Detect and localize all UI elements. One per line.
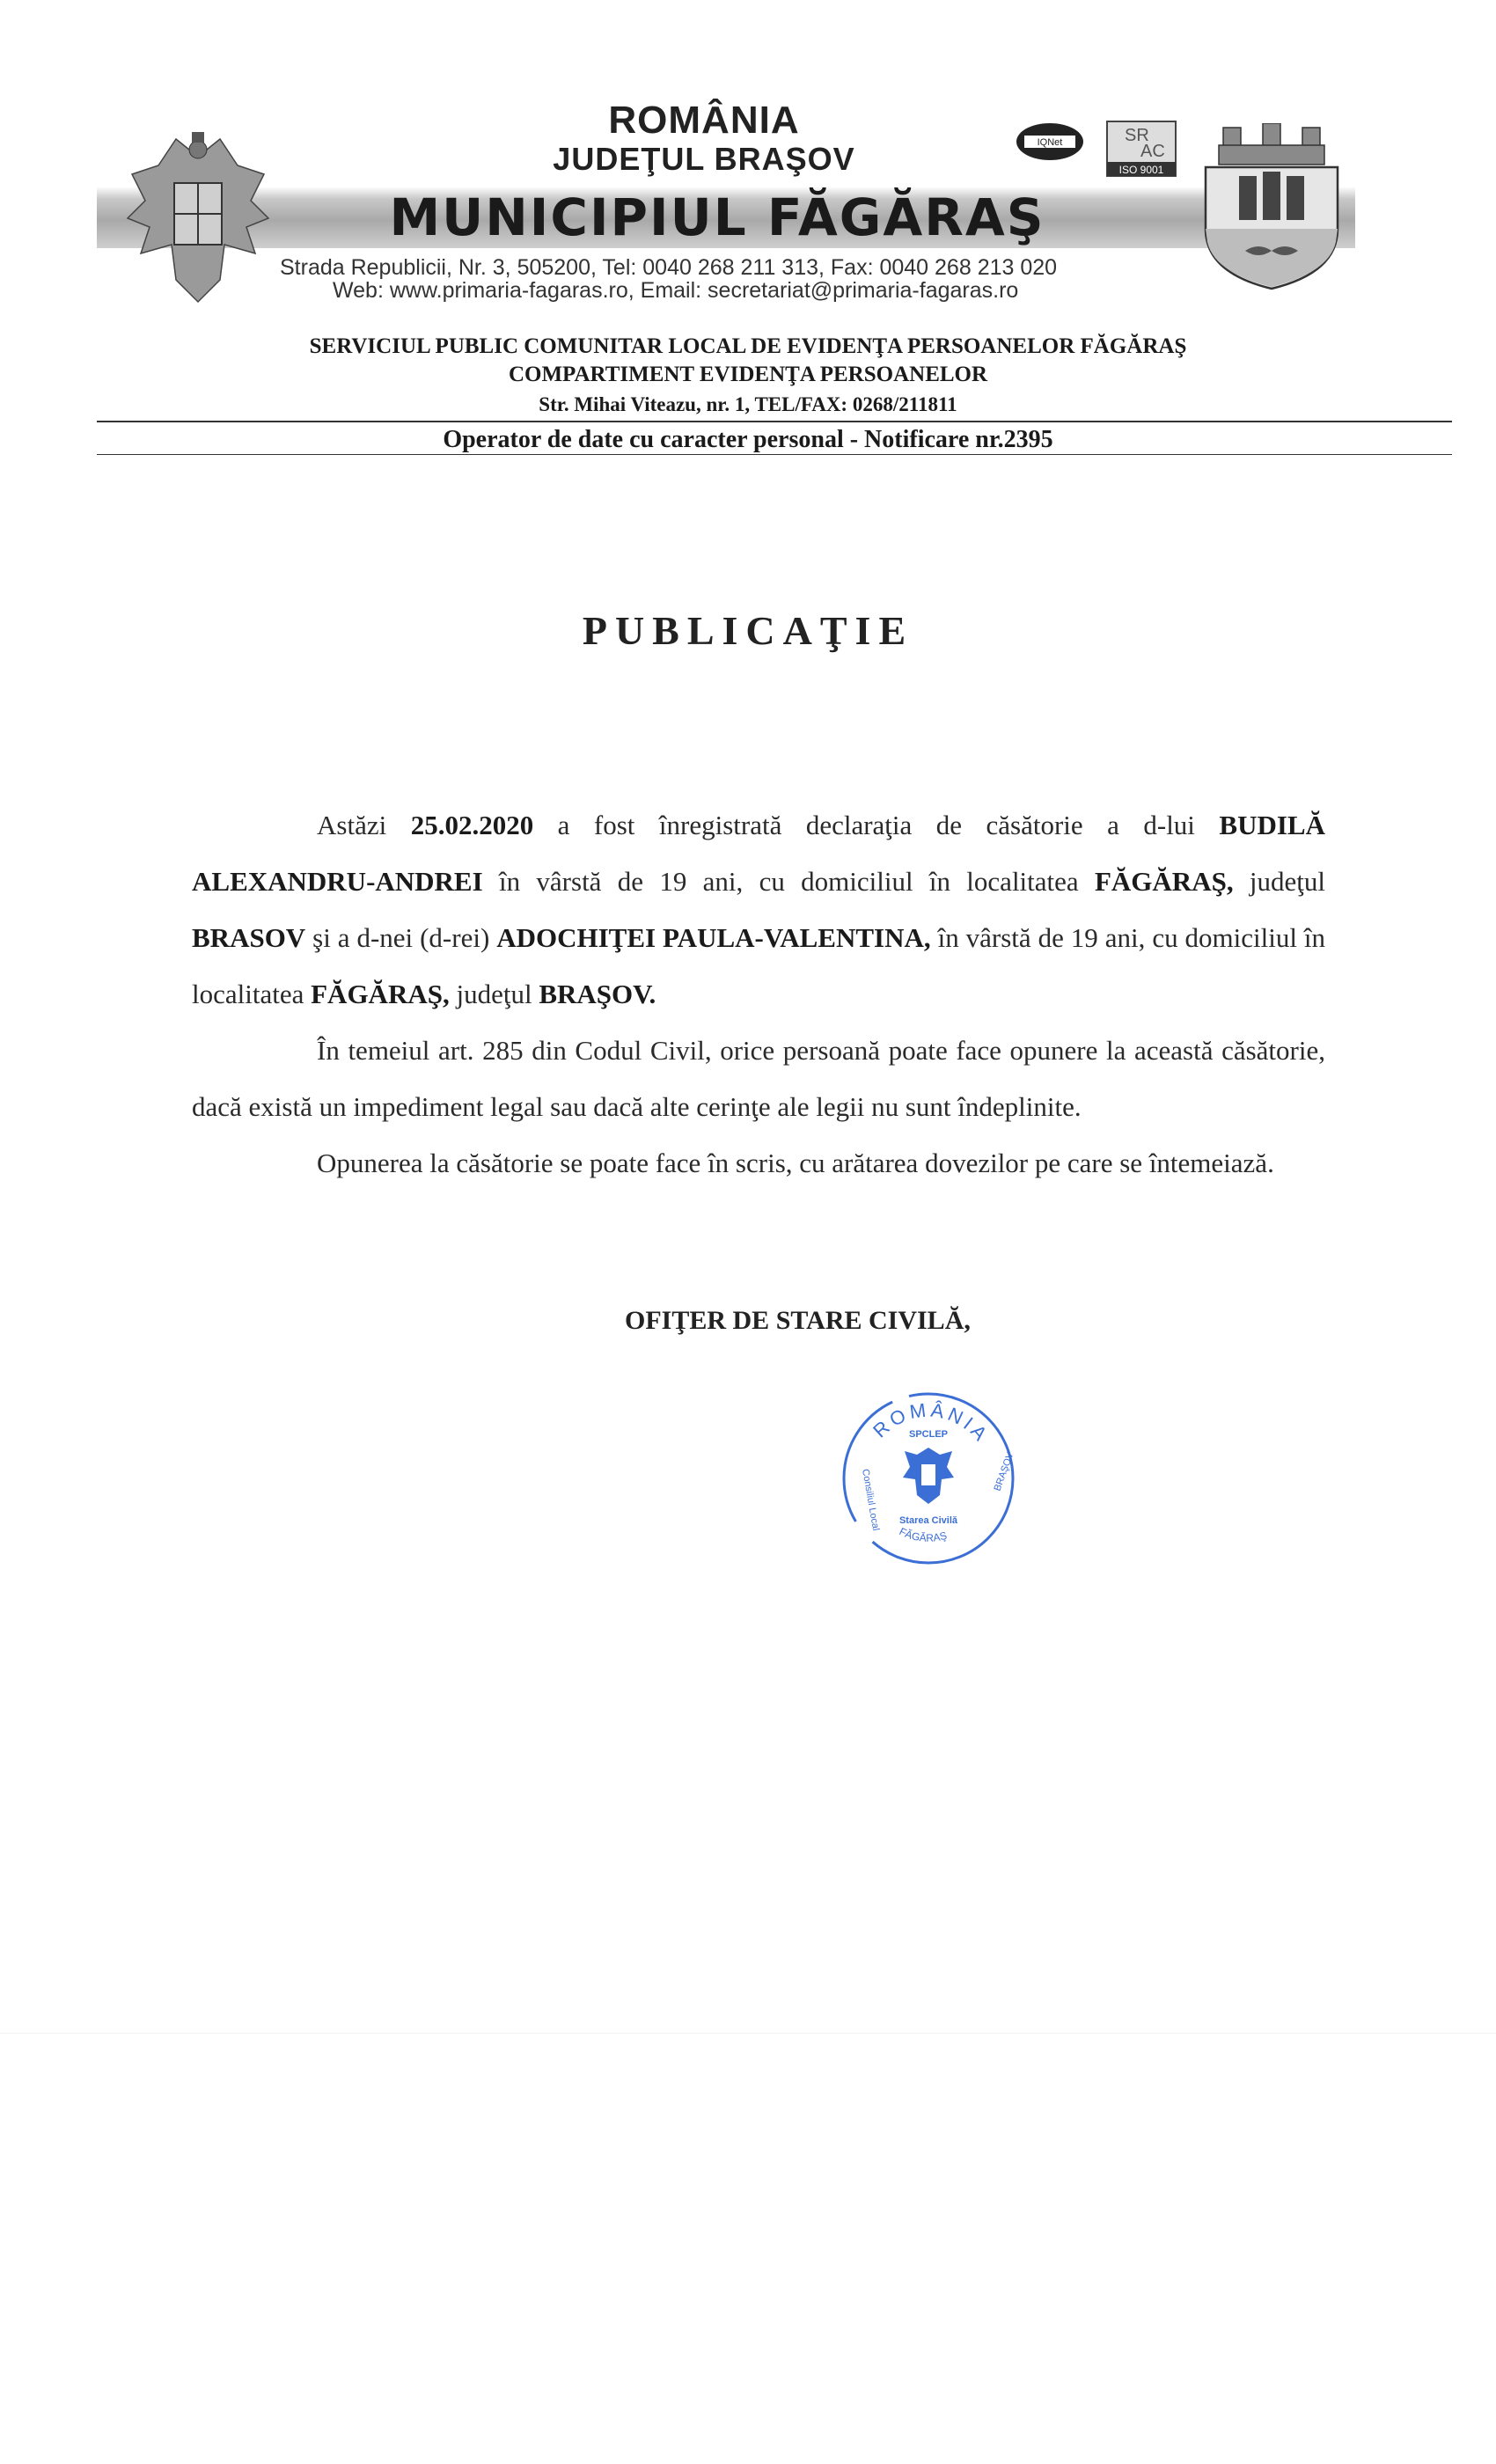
groom-county: BRASOV <box>192 922 306 953</box>
cert-ac: AC <box>1140 142 1165 161</box>
bride-county: BRAŞOV. <box>539 979 656 1009</box>
cert-iso: ISO 9001 <box>1118 164 1164 176</box>
groom-name: BUDILĂ ALEXANDRU-ANDREI <box>192 810 1326 897</box>
scan-edge <box>0 2033 1496 2034</box>
department-name: COMPARTIMENT EVIDENŢA PERSOANELOR <box>508 363 988 386</box>
stamp-right-text: BRAŞOV <box>992 1450 1016 1493</box>
stamp-left-text: Consiliul Local <box>860 1468 882 1532</box>
divider <box>97 454 1452 455</box>
data-operator-notice: Operator de date cu caracter personal - Notificare nr.2395 <box>443 426 1053 453</box>
document-title: PUBLICAŢIE <box>582 608 914 653</box>
stamp-center-text: Starea Civilă <box>898 1515 958 1526</box>
official-stamp-icon <box>836 1386 1021 1571</box>
department-address: Str. Mihai Viteazu, nr. 1, TEL/FAX: 0268/211811 <box>539 393 957 415</box>
paragraph-declaration: Astăzi 25.02.2020 a fost înregistrată declaraţia de căsătorie a d-lui BUDILĂ ALEXANDRU-ANDREI în vârstă de 19 ani, cu domiciliul în localitatea FĂGĂRAŞ, judeţul BRASOV şi a d-nei (d-rei) ADOCHIŢEI PAULA-VALENTINA, în vârstă de 19 ani, cu domiciliul în localitatea FĂGĂRAŞ, judeţul BRAŞOV. <box>192 810 1326 1009</box>
header-web-email: Web: www.primaria-fagaras.ro, Email: secretariat@primaria-fagaras.ro <box>333 278 1019 303</box>
paragraph-opposition: Opunerea la căsătorie se poate face în scris, cu arătarea dovezilor pe care se întemeiază. <box>317 1148 1274 1178</box>
declaration-date: 25.02.2020 <box>410 810 534 840</box>
cert-sr: SR <box>1125 126 1149 145</box>
iqnet-logo-icon <box>1014 121 1086 162</box>
fagaras-coat-of-arms-icon <box>1197 123 1346 290</box>
header-county: JUDEŢUL BRAŞOV <box>553 141 855 177</box>
iso-certification-icon <box>1105 120 1177 178</box>
header-municipality: MUNICIPIUL FĂGĂRAŞ <box>389 187 1045 247</box>
bride-name: ADOCHIŢEI PAULA-VALENTINA, <box>496 922 931 953</box>
stamp-top-text: ROMÂNIA <box>869 1398 994 1448</box>
service-name: SERVICIUL PUBLIC COMUNITAR LOCAL DE EVIDENŢA PERSOANELOR FĂGĂRAŞ <box>309 334 1187 358</box>
header-country: ROMÂNIA <box>608 99 800 142</box>
paragraph-legal-basis: În temeiul art. 285 din Codul Civil, orice persoană poate face opunere la această căsătorie, dacă există un impediment legal sau dacă alte cerinţe ale legii nu sunt îndeplinite. <box>192 1035 1325 1122</box>
divider <box>97 421 1452 422</box>
stamp-bottom-text: FĂGĂRAŞ <box>897 1525 949 1544</box>
officer-title: OFIŢER DE STARE CIVILĂ, <box>625 1306 971 1335</box>
bride-city: FĂGĂRAŞ, <box>311 979 450 1009</box>
svg-text:FĂGĂRAŞ <box>898 1525 949 1544</box>
romania-coat-of-arms-icon <box>123 130 273 306</box>
groom-city: FĂGĂRAŞ, <box>1094 866 1234 897</box>
header-address: Strada Republicii, Nr. 3, 505200, Tel: 0040 268 211 313, Fax: 0040 268 213 020 <box>280 255 1058 280</box>
iqnet-label: IQNet <box>1037 137 1063 148</box>
stamp-sub-text: SPCLEP <box>908 1429 949 1440</box>
document-body <box>192 797 1325 1192</box>
